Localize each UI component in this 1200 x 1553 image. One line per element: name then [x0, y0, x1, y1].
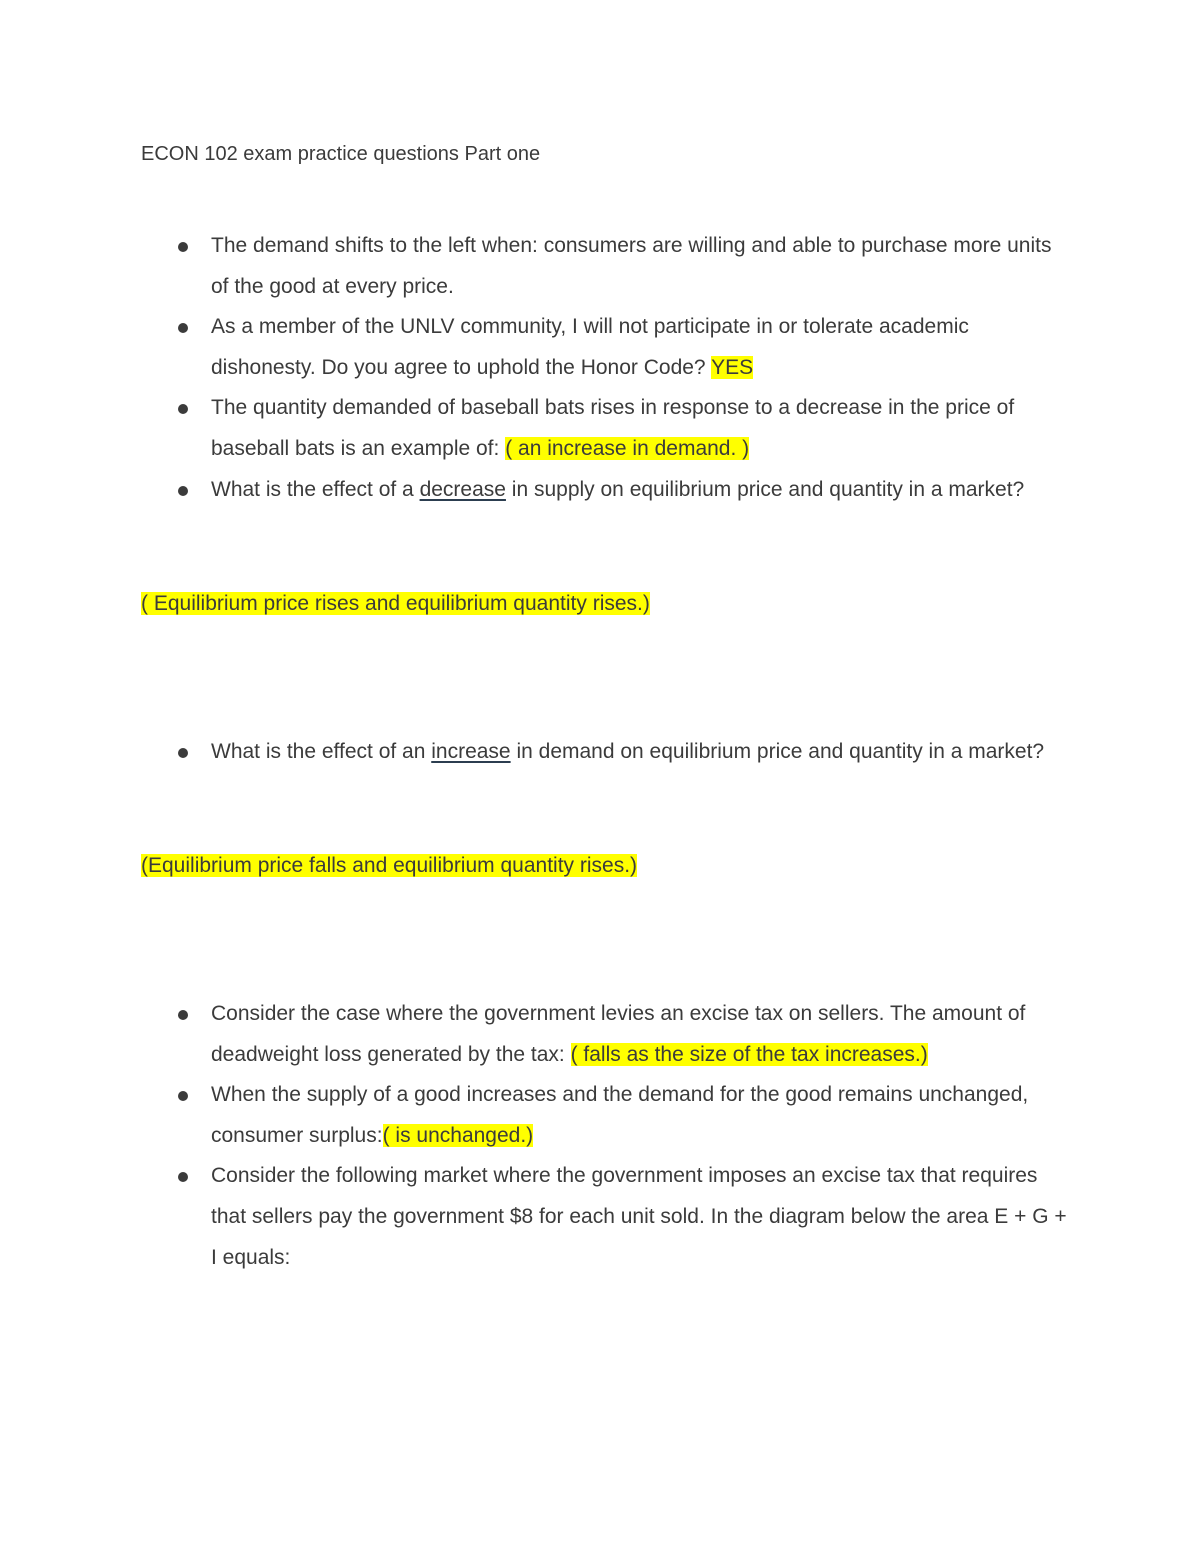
question-consumer-surplus	[0, 1075, 1071, 1156]
question-increase-demand	[0, 732, 1071, 773]
question-text-after: in demand on equilibrium price and quantity in a market?	[510, 740, 1045, 763]
bullet-icon	[178, 1091, 188, 1101]
bullet-icon	[178, 242, 188, 252]
question-text: The quantity demanded of baseball bats rises in response to a decrease in the price of baseball bats is an example of:	[211, 396, 1015, 460]
bullet-icon	[178, 1172, 188, 1182]
answer-increase-demand	[141, 851, 637, 881]
bullet-icon	[178, 404, 188, 414]
question-baseball-bats	[0, 388, 1071, 469]
question-text-before: What is the effect of a	[211, 477, 420, 501]
bullet-icon	[178, 486, 188, 496]
question-text: As a member of the UNLV community, I will not participate in or tolerate academic dishonesty. Do you agree to uphold the Honor Code?	[211, 315, 969, 379]
answer-highlight: ( an increase in demand. )	[505, 436, 750, 460]
answer-highlight: ( falls as the size of the tax increases.)	[570, 1042, 928, 1066]
bullet-icon	[178, 323, 188, 333]
question-text-after: in supply on equilibrium price and quantity in a market?	[505, 477, 1025, 501]
question-excise-tax-deadweight	[0, 994, 1071, 1075]
question-demand-shift-left	[0, 226, 1071, 307]
answer-highlight: ( is unchanged.)	[382, 1123, 534, 1147]
underlined-word: decrease	[419, 477, 506, 501]
question-text: When the supply of a good increases and the demand for the good remains unchanged, consumer surplus:	[211, 1083, 1029, 1147]
question-text-before: What is the effect of an	[211, 740, 432, 763]
question-list-3	[0, 994, 1200, 1278]
document-title: ECON 102 exam practice questions Part one	[141, 143, 541, 165]
bullet-icon	[178, 748, 188, 758]
question-honor-code	[0, 307, 1071, 388]
question-excise-tax-area	[0, 1156, 1071, 1278]
answer-highlight: YES	[711, 355, 754, 379]
question-decrease-supply	[0, 470, 1071, 511]
answer-highlight: (Equilibrium price falls and equilibrium quantity rises.)	[141, 854, 638, 877]
question-text: Consider the following market where the government imposes an excise tax that requires that sellers pay the government $8 for each unit sold. In the diagram below the area E + G + I equals:	[211, 1164, 1067, 1269]
answer-decrease-supply	[141, 589, 650, 619]
question-list-2	[0, 732, 1200, 773]
bullet-icon	[178, 1010, 188, 1020]
answer-highlight: ( Equilibrium price rises and equilibrium quantity rises.)	[141, 592, 650, 615]
question-text: Consider the case where the government levies an excise tax on sellers. The amount of deadweight loss generated by the tax:	[211, 1002, 1026, 1066]
underlined-word: increase	[431, 740, 511, 763]
question-text: The demand shifts to the left when: consumers are willing and able to purchase more units of the good at every price.	[211, 234, 1052, 298]
question-list-1	[0, 226, 1200, 510]
